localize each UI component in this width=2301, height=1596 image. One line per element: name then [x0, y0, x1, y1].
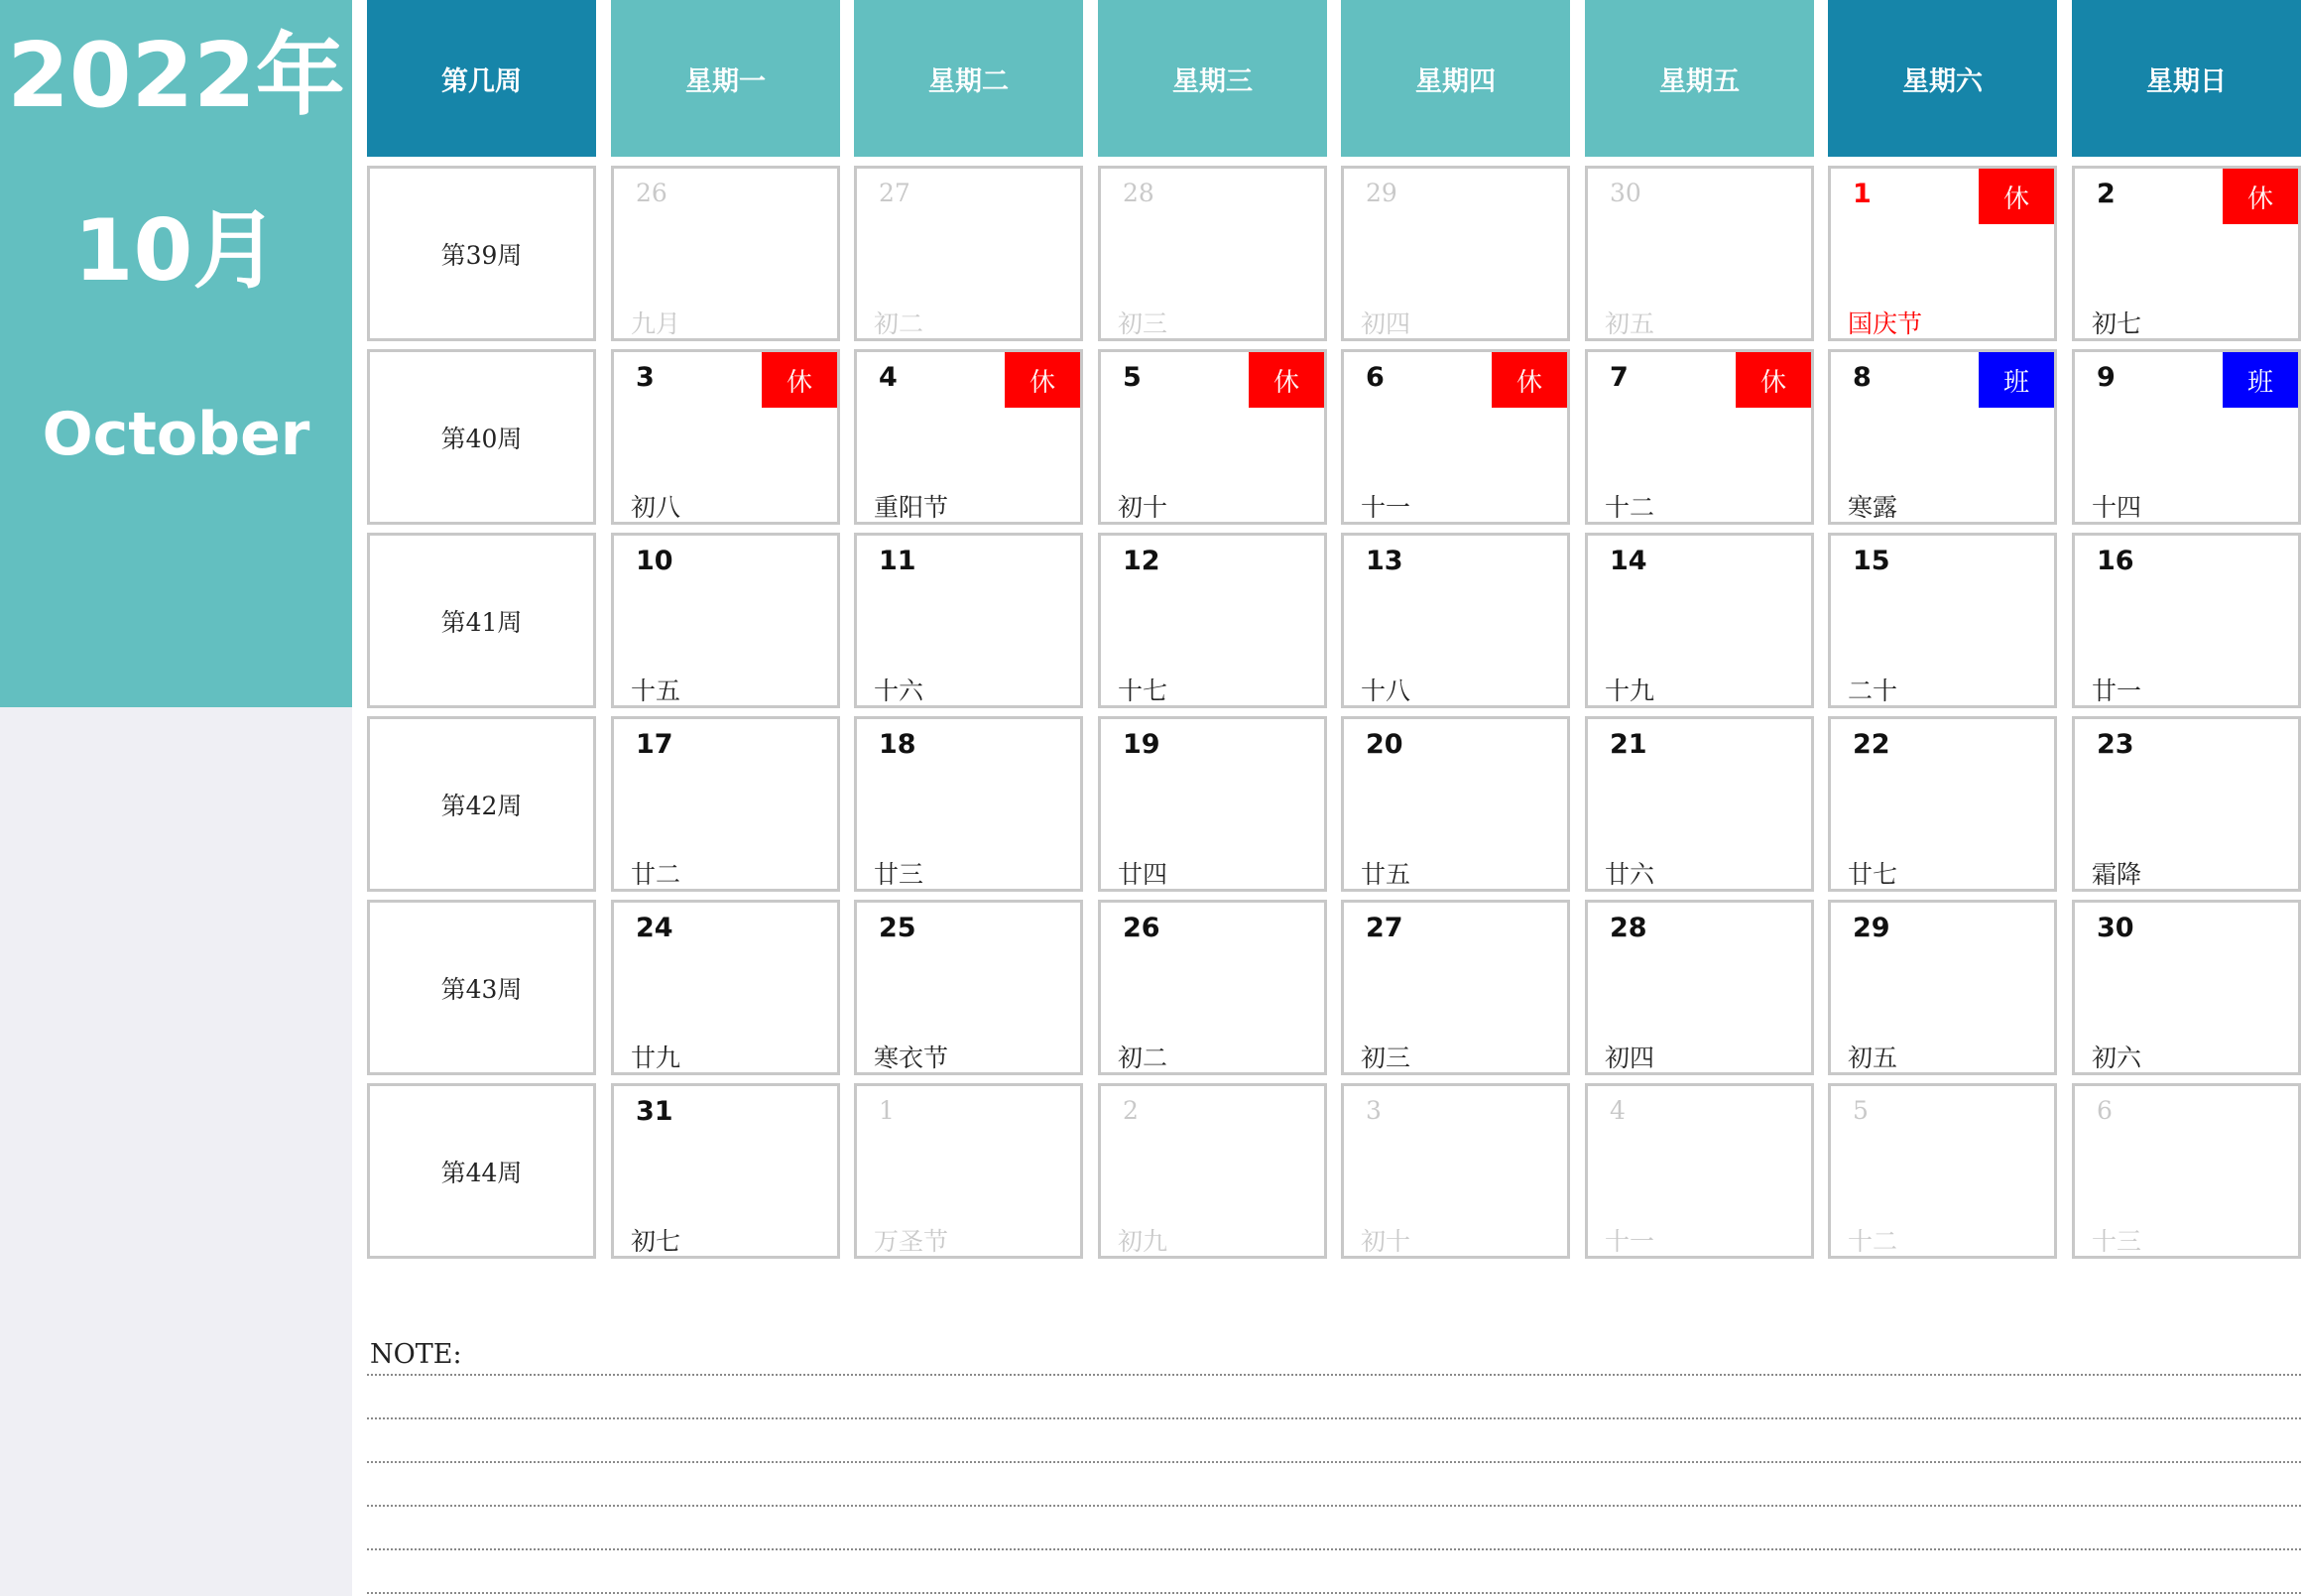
lunar-date: 廿一 — [2092, 676, 2142, 705]
day-cell[interactable] — [1341, 533, 1570, 708]
week-number-cell: 第41周 — [367, 533, 596, 708]
lunar-date: 十六 — [874, 676, 924, 705]
day-number: 28 — [1610, 913, 1647, 943]
day-cell[interactable] — [1585, 900, 1814, 1075]
day-number: 4 — [879, 362, 898, 393]
day-cell[interactable] — [2072, 349, 2301, 525]
header-day: 星期六 — [1828, 0, 2057, 157]
day-number: 2 — [1123, 1096, 1139, 1125]
lunar-date: 十一 — [1361, 493, 1411, 522]
day-number: 4 — [1610, 1096, 1626, 1125]
lunar-date: 初五 — [1848, 1044, 1898, 1072]
header-day: 星期二 — [854, 0, 1083, 157]
holiday-badge: 休 — [1005, 352, 1080, 408]
day-cell[interactable] — [611, 533, 840, 708]
day-cell[interactable] — [1341, 900, 1570, 1075]
day-cell[interactable] — [854, 900, 1083, 1075]
year-title: 2022年 — [7, 24, 345, 128]
day-number: 14 — [1610, 546, 1647, 576]
day-cell[interactable] — [854, 716, 1083, 892]
day-cell[interactable] — [1098, 1083, 1327, 1259]
lunar-date: 十一 — [1605, 1227, 1655, 1256]
lunar-date: 廿七 — [1848, 860, 1898, 889]
day-number: 28 — [1123, 179, 1154, 207]
lunar-date: 初十 — [1118, 493, 1168, 522]
lunar-date: 初七 — [2092, 309, 2142, 338]
day-number: 2 — [2097, 179, 2116, 209]
day-cell[interactable] — [2072, 900, 2301, 1075]
lunar-date: 二十 — [1848, 676, 1898, 705]
day-cell[interactable] — [2072, 1083, 2301, 1259]
day-cell[interactable] — [1828, 166, 2057, 341]
lunar-date: 霜降 — [2092, 860, 2142, 889]
side-panel — [0, 0, 352, 707]
lunar-date: 十九 — [1605, 676, 1655, 705]
week-number-cell: 第39周 — [367, 166, 596, 341]
header-day: 星期一 — [611, 0, 840, 157]
day-number: 27 — [1366, 913, 1403, 943]
day-number: 21 — [1610, 729, 1647, 760]
lunar-date: 初十 — [1361, 1227, 1411, 1256]
note-label: NOTE: — [370, 1339, 462, 1370]
lunar-date: 十五 — [631, 676, 681, 705]
day-cell[interactable] — [1341, 716, 1570, 892]
lunar-date: 初五 — [1605, 309, 1655, 338]
day-number: 3 — [1366, 1096, 1382, 1125]
note-line[interactable] — [367, 1592, 2301, 1594]
day-number: 25 — [879, 913, 916, 943]
month-english-title: October — [42, 400, 310, 469]
lunar-date: 初四 — [1361, 309, 1411, 338]
day-number: 22 — [1853, 729, 1890, 760]
day-number: 18 — [879, 729, 916, 760]
note-line[interactable] — [367, 1417, 2301, 1419]
day-number: 1 — [879, 1096, 895, 1125]
week-number-cell: 第42周 — [367, 716, 596, 892]
day-cell[interactable] — [1098, 533, 1327, 708]
day-number: 29 — [1366, 179, 1397, 207]
lunar-date: 初九 — [1118, 1227, 1168, 1256]
day-cell[interactable] — [1341, 349, 1570, 525]
lunar-date: 寒露 — [1848, 493, 1898, 522]
week-number-cell: 第40周 — [367, 349, 596, 525]
day-cell[interactable] — [2072, 166, 2301, 341]
lunar-date: 九月 — [631, 309, 681, 338]
day-cell[interactable] — [611, 716, 840, 892]
day-number: 19 — [1123, 729, 1160, 760]
day-number: 15 — [1853, 546, 1890, 576]
day-number: 6 — [1366, 362, 1385, 393]
lunar-date: 初六 — [2092, 1044, 2142, 1072]
lunar-date: 廿六 — [1605, 860, 1655, 889]
lunar-date: 初七 — [631, 1227, 681, 1256]
day-cell[interactable] — [611, 166, 840, 341]
lunar-date: 十八 — [1361, 676, 1411, 705]
day-cell[interactable] — [1585, 533, 1814, 708]
day-number: 7 — [1610, 362, 1629, 393]
lunar-date: 廿三 — [874, 860, 924, 889]
day-number: 23 — [2097, 729, 2134, 760]
day-number: 5 — [1853, 1096, 1869, 1125]
header-day: 星期三 — [1098, 0, 1327, 157]
workday-badge: 班 — [1979, 352, 2054, 408]
day-number: 9 — [2097, 362, 2116, 393]
day-number: 30 — [2097, 913, 2134, 943]
lunar-date: 十三 — [2092, 1227, 2142, 1256]
lunar-date: 万圣节 — [874, 1227, 949, 1256]
day-number: 20 — [1366, 729, 1403, 760]
day-number: 6 — [2097, 1096, 2113, 1125]
lunar-date: 国庆节 — [1848, 309, 1923, 338]
day-number: 31 — [636, 1096, 673, 1127]
day-cell[interactable] — [1828, 533, 2057, 708]
month-title: 10月 — [73, 201, 279, 301]
holiday-badge: 休 — [762, 352, 837, 408]
day-cell[interactable] — [1098, 166, 1327, 341]
lunar-date: 十七 — [1118, 676, 1168, 705]
lunar-date: 廿九 — [631, 1044, 681, 1072]
day-cell[interactable] — [1341, 1083, 1570, 1259]
lunar-date: 十二 — [1605, 493, 1655, 522]
header-day: 星期四 — [1341, 0, 1570, 157]
holiday-badge: 休 — [2223, 169, 2298, 224]
lunar-date: 十二 — [1848, 1227, 1898, 1256]
day-cell[interactable] — [1828, 900, 2057, 1075]
day-number: 3 — [636, 362, 655, 393]
day-number: 17 — [636, 729, 673, 760]
lunar-date: 初三 — [1361, 1044, 1411, 1072]
day-number: 1 — [1853, 179, 1872, 209]
week-number-cell: 第44周 — [367, 1083, 596, 1259]
day-cell[interactable] — [2072, 533, 2301, 708]
holiday-badge: 休 — [1492, 352, 1567, 408]
day-cell[interactable] — [2072, 716, 2301, 892]
holiday-badge: 休 — [1736, 352, 1811, 408]
header-day: 星期日 — [2072, 0, 2301, 157]
day-cell[interactable] — [1098, 716, 1327, 892]
day-cell[interactable] — [1098, 900, 1327, 1075]
week-number-cell: 第43周 — [367, 900, 596, 1075]
day-cell[interactable] — [854, 166, 1083, 341]
note-line[interactable] — [367, 1461, 2301, 1463]
day-number: 24 — [636, 913, 673, 943]
day-cell[interactable] — [1828, 349, 2057, 525]
day-cell[interactable] — [611, 349, 840, 525]
day-cell[interactable] — [854, 349, 1083, 525]
header-day: 星期五 — [1585, 0, 1814, 157]
header-week-label: 第几周 — [367, 0, 596, 157]
day-cell[interactable] — [1585, 716, 1814, 892]
day-cell[interactable] — [611, 900, 840, 1075]
day-cell[interactable] — [1828, 1083, 2057, 1259]
day-number: 26 — [636, 179, 667, 207]
day-cell[interactable] — [854, 533, 1083, 708]
day-cell[interactable] — [1341, 166, 1570, 341]
lunar-date: 初二 — [1118, 1044, 1168, 1072]
lunar-date: 十四 — [2092, 493, 2142, 522]
note-line[interactable] — [367, 1374, 2301, 1376]
holiday-badge: 休 — [1249, 352, 1324, 408]
workday-badge: 班 — [2223, 352, 2298, 408]
day-number: 16 — [2097, 546, 2134, 576]
day-number: 27 — [879, 179, 910, 207]
day-cell[interactable] — [1098, 349, 1327, 525]
day-number: 29 — [1853, 913, 1890, 943]
side-panel-bottom — [0, 707, 352, 1596]
lunar-date: 初二 — [874, 309, 924, 338]
day-cell[interactable] — [1585, 349, 1814, 525]
day-cell[interactable] — [1585, 1083, 1814, 1259]
lunar-date: 重阳节 — [874, 493, 949, 522]
lunar-date: 廿五 — [1361, 860, 1411, 889]
day-number: 30 — [1610, 179, 1641, 207]
day-number: 8 — [1853, 362, 1872, 393]
day-number: 26 — [1123, 913, 1160, 943]
lunar-date: 廿二 — [631, 860, 681, 889]
day-cell[interactable] — [1585, 166, 1814, 341]
day-number: 10 — [636, 546, 673, 576]
lunar-date: 寒衣节 — [874, 1044, 949, 1072]
day-number: 12 — [1123, 546, 1160, 576]
day-cell[interactable] — [1828, 716, 2057, 892]
day-number: 13 — [1366, 546, 1403, 576]
day-cell[interactable] — [611, 1083, 840, 1259]
note-line[interactable] — [367, 1548, 2301, 1550]
note-line[interactable] — [367, 1505, 2301, 1507]
lunar-date: 廿四 — [1118, 860, 1168, 889]
lunar-date: 初三 — [1118, 309, 1168, 338]
lunar-date: 初四 — [1605, 1044, 1655, 1072]
day-number: 11 — [879, 546, 916, 576]
day-number: 5 — [1123, 362, 1142, 393]
holiday-badge: 休 — [1979, 169, 2054, 224]
lunar-date: 初八 — [631, 493, 681, 522]
day-cell[interactable] — [854, 1083, 1083, 1259]
